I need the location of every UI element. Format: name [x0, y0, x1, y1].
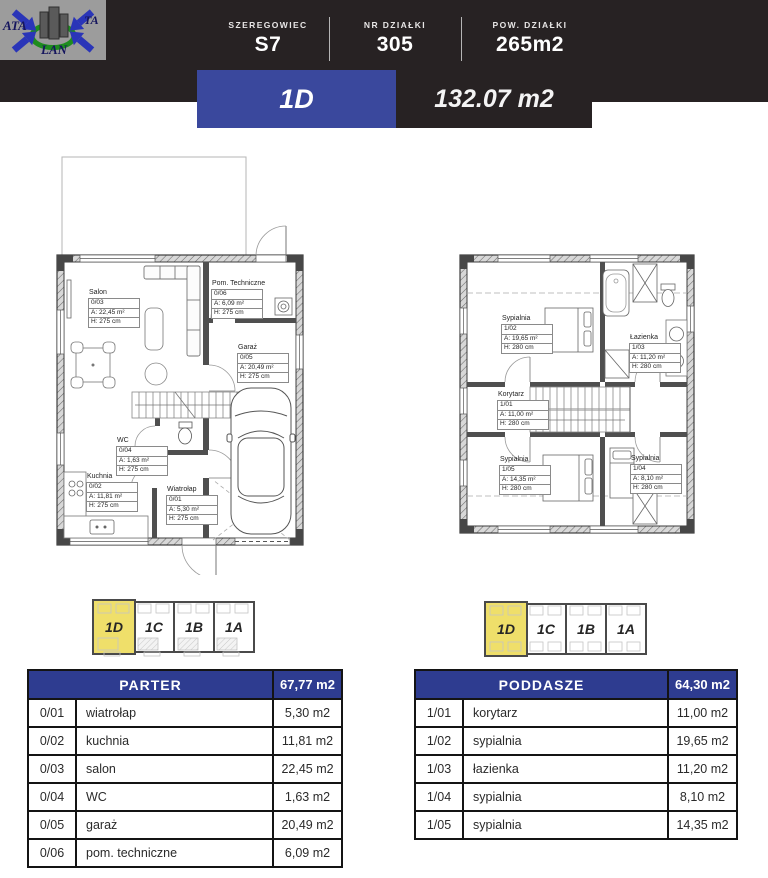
field-value: S7: [254, 33, 282, 56]
room-label-pom-techniczne: [211, 280, 265, 319]
table-poddasze: [414, 669, 738, 840]
room-no-cell: 0/06: [29, 840, 77, 866]
table-row: [416, 754, 736, 782]
room-name: Sypialnia: [502, 315, 531, 322]
table-row: [29, 698, 341, 726]
room-no: 1/04: [631, 465, 681, 475]
room-name: Kuchnia: [87, 473, 113, 480]
unit-label-1d: 1D: [497, 621, 515, 637]
room-area-cell: 14,35 m2: [667, 812, 736, 838]
field-pow-dzialki: [466, 20, 594, 57]
garage-door-opening: [235, 538, 290, 545]
room-no: 0/05: [238, 354, 288, 364]
terrace-outline: [62, 157, 246, 255]
room-name-cell: pom. techniczne: [86, 846, 178, 860]
room-area: A: 1,63 m²: [117, 457, 167, 467]
field-label: SZEREGOWIEC: [228, 20, 308, 30]
room-no: 0/03: [89, 299, 139, 309]
room-name-cell: WC: [86, 790, 107, 804]
room-no-cell: 0/03: [29, 756, 77, 782]
room-area-cell: 11,20 m2: [667, 756, 736, 782]
unit-label-1a: 1A: [225, 619, 243, 635]
room-no-cell: 1/02: [416, 728, 464, 754]
field-value: 265m2: [496, 33, 564, 56]
room-height: H: 275 cm: [169, 515, 199, 522]
room-label-salon: [88, 289, 140, 328]
room-area: A: 20,49 m²: [238, 364, 288, 374]
table-title: PODDASZE: [498, 676, 585, 693]
room-label-korytarz: [497, 391, 549, 430]
room-area-cell: 8,10 m2: [667, 784, 736, 810]
room-area: A: 11,00 m²: [498, 411, 548, 421]
room-area-cell: 22,45 m2: [272, 756, 341, 782]
room-label-sypialnia-1-05: [499, 456, 551, 495]
room-no-cell: 1/03: [416, 756, 464, 782]
unit-label-1c: 1C: [145, 619, 163, 635]
room-name-cell: kuchnia: [86, 734, 130, 748]
unit-locator-parter: [90, 592, 260, 660]
room-name-cell: sypialnia: [473, 790, 522, 804]
logo-text-ata: ATA: [3, 18, 27, 33]
unit-label-1b: 1B: [185, 619, 203, 635]
table-title: PARTER: [119, 676, 182, 693]
table-row: [416, 698, 736, 726]
room-height: H: 275 cm: [91, 318, 121, 325]
room-name: Garaż: [238, 344, 258, 351]
field-szeregowiec: [207, 20, 329, 57]
room-no: 0/06: [212, 290, 262, 300]
room-name: Korytarz: [498, 391, 525, 398]
entry-door: [182, 538, 216, 575]
header-separator: [461, 17, 462, 61]
room-name: Wiatrołap: [167, 486, 197, 493]
field-value: 305: [376, 33, 414, 56]
room-area: A: 5,30 m²: [167, 506, 217, 516]
terrace-door: [256, 226, 286, 262]
room-no: 0/01: [167, 496, 217, 506]
room-label-wiatrolap: [166, 486, 218, 525]
room-area: A: 22,45 m²: [89, 309, 139, 319]
table-row: [29, 782, 341, 810]
room-label-sypialnia-1-04: [630, 455, 682, 494]
room-area-cell: 6,09 m2: [272, 840, 341, 866]
field-label: NR DZIAŁKI: [363, 20, 427, 30]
room-label-wc: [116, 437, 168, 476]
room-height: H: 280 cm: [633, 484, 663, 491]
room-height: H: 275 cm: [119, 466, 149, 473]
room-height: H: 280 cm: [500, 420, 530, 427]
room-no-cell: 0/04: [29, 784, 77, 810]
room-name-cell: sypialnia: [473, 734, 522, 748]
tv-icon: [67, 280, 71, 318]
room-name-cell: salon: [86, 762, 116, 776]
logo-text-ta: TA: [84, 13, 99, 27]
room-name-cell: garaż: [86, 818, 118, 832]
table-row: [29, 810, 341, 838]
room-area: A: 14,35 m²: [500, 476, 550, 486]
field-label: POW. DZIAŁKI: [492, 20, 568, 30]
shower-icon: [605, 350, 629, 378]
unit-label-1d: 1D: [105, 619, 123, 635]
room-no: 1/02: [502, 325, 552, 335]
room-name: Sypialnia: [500, 456, 529, 463]
wardrobe-icon-top: [633, 264, 657, 302]
room-height: H: 280 cm: [502, 485, 532, 492]
table-parter-header: [29, 671, 341, 698]
room-name-cell: sypialnia: [473, 818, 522, 832]
table-row: [29, 726, 341, 754]
room-height: H: 280 cm: [632, 363, 662, 370]
room-area-cell: 11,81 m2: [272, 728, 341, 754]
dining-table-icon: [71, 342, 115, 388]
room-label-sypialnia-1-02: [501, 315, 553, 354]
unit-total-area: 132.07 m2: [396, 70, 592, 128]
room-name-cell: wiatrołap: [86, 706, 137, 720]
room-label-lazienka: [629, 334, 681, 373]
room-area: A: 6,09 m²: [212, 300, 262, 310]
unit-label-1b: 1B: [577, 621, 595, 637]
table-row: [416, 810, 736, 838]
room-height: H: 275 cm: [214, 309, 244, 316]
table-poddasze-header: [416, 671, 736, 698]
floorplan-poddasze: [450, 248, 705, 548]
room-name-cell: łazienka: [473, 762, 519, 776]
room-no: 0/02: [87, 483, 137, 493]
table-total-area: 64,30 m2: [667, 671, 736, 698]
room-name: Pom. Techniczne: [212, 280, 266, 287]
room-no-cell: 0/05: [29, 812, 77, 838]
toilet-icon: [661, 284, 675, 307]
room-area: A: 8,10 m²: [631, 475, 681, 485]
room-name: Salon: [89, 289, 107, 296]
room-name: WC: [117, 437, 129, 444]
room-area-cell: 5,30 m2: [272, 700, 341, 726]
unit-locator-poddasze: [482, 594, 652, 662]
room-name: Łazienka: [630, 334, 659, 341]
header-separator: [329, 17, 330, 61]
room-no: 0/04: [117, 447, 167, 457]
room-area-cell: 19,65 m2: [667, 728, 736, 754]
room-no-cell: 0/02: [29, 728, 77, 754]
room-no: 1/05: [500, 466, 550, 476]
room-label-garaz: [237, 344, 289, 383]
table-total-area: 67,77 m2: [272, 671, 341, 698]
unit-label-1a: 1A: [617, 621, 635, 637]
field-nr-dzialki: [334, 20, 456, 57]
room-height: H: 275 cm: [89, 502, 119, 509]
room-no-cell: 1/04: [416, 784, 464, 810]
room-no-cell: 0/01: [29, 700, 77, 726]
stairs-icon: [132, 392, 245, 418]
room-label-kuchnia: [86, 473, 138, 512]
car-icon: [227, 388, 295, 534]
room-area-cell: 11,00 m2: [667, 700, 736, 726]
room-height: H: 275 cm: [240, 373, 270, 380]
toilet-icon: [179, 422, 193, 444]
room-no: 1/03: [630, 344, 680, 354]
room-no: 1/01: [498, 401, 548, 411]
unit-label-1c: 1C: [537, 621, 555, 637]
logo-text-lan: LAN: [41, 42, 67, 57]
room-height: H: 280 cm: [504, 344, 534, 351]
logo-buildings-icon: [40, 7, 68, 39]
unit-badge: 1D: [197, 70, 396, 128]
table-row: [416, 782, 736, 810]
room-area-cell: 20,49 m2: [272, 812, 341, 838]
table-row: [29, 838, 341, 866]
room-area: A: 19,65 m²: [502, 335, 552, 345]
washer-icon: [275, 298, 292, 315]
table-row: [29, 754, 341, 782]
room-area: A: 11,20 m²: [630, 354, 680, 364]
table-parter: [27, 669, 343, 868]
room-area: A: 11,81 m²: [87, 493, 137, 503]
bathtub-icon: [603, 270, 629, 316]
table-row: [416, 726, 736, 754]
company-logo: [0, 0, 106, 60]
room-name-cell: korytarz: [473, 706, 518, 720]
room-area-cell: 1,63 m2: [272, 784, 341, 810]
room-no-cell: 1/05: [416, 812, 464, 838]
logo-graphic-icon: [0, 0, 106, 60]
room-name: Sypialnia: [631, 455, 660, 462]
room-no-cell: 1/01: [416, 700, 464, 726]
